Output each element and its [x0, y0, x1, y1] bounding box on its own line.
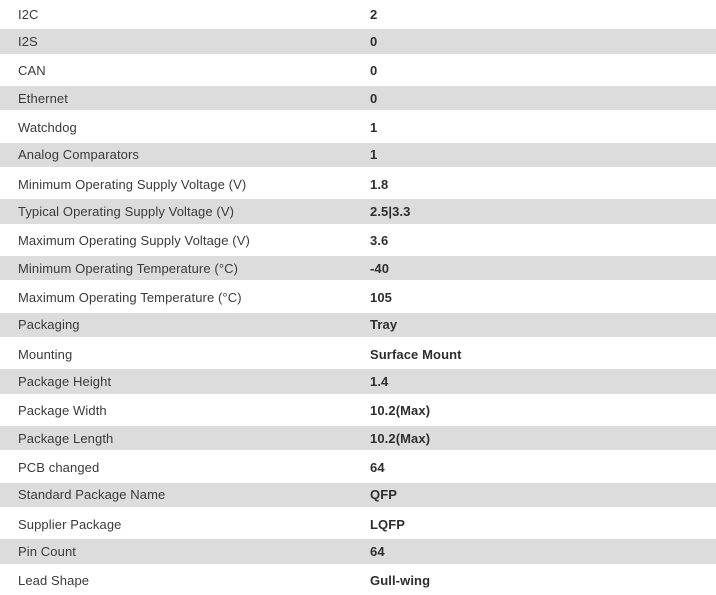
- spec-row: [0, 397, 716, 425]
- spec-attribute-label: Typical Operating Supply Voltage (V): [18, 203, 235, 219]
- spec-attribute-label: PCB changed: [18, 459, 100, 475]
- spec-attribute-label: Minimum Operating Temperature (°C): [18, 260, 239, 276]
- spec-attribute-value: 10.2(Max): [370, 403, 431, 419]
- spec-attribute-value: 10.2(Max): [370, 430, 431, 446]
- spec-attribute-value: 2: [370, 6, 378, 22]
- spec-row: [0, 312, 716, 340]
- spec-attribute-value: 1.8: [370, 176, 389, 192]
- spec-attribute-label: Mounting: [18, 346, 73, 362]
- spec-row: [0, 453, 716, 481]
- spec-attribute-label: Standard Package Name: [18, 487, 166, 503]
- spec-attribute-label: I2C: [18, 6, 39, 22]
- spec-row: [0, 227, 716, 255]
- spec-attribute-value: 0: [370, 63, 378, 79]
- spec-row: [0, 113, 716, 141]
- spec-row: [0, 255, 716, 283]
- spec-attribute-value: Tray: [370, 317, 398, 333]
- spec-attribute-value: QFP: [370, 487, 398, 503]
- spec-attribute-label: I2S: [18, 33, 38, 49]
- spec-attribute-value: -40: [370, 260, 390, 276]
- spec-attribute-value: 3.6: [370, 233, 389, 249]
- spec-attribute-value: 1.4: [370, 373, 389, 389]
- spec-row: [0, 510, 716, 538]
- spec-attribute-label: Lead Shape: [18, 573, 90, 589]
- spec-attribute-label: Maximum Operating Supply Voltage (V): [18, 233, 250, 249]
- spec-attribute-value: 2.5|3.3: [370, 203, 411, 219]
- spec-row: [0, 198, 716, 226]
- spec-attribute-label: Pin Count: [18, 543, 76, 559]
- spec-attribute-label: Watchdog: [18, 119, 77, 135]
- spec-attribute-value: 1: [370, 119, 378, 135]
- spec-attribute-label: Supplier Package: [18, 516, 122, 532]
- spec-row: [0, 57, 716, 85]
- spec-row: [0, 482, 716, 510]
- spec-attribute-label: Maximum Operating Temperature (°C): [18, 289, 242, 305]
- spec-attribute-label: Package Length: [18, 430, 114, 446]
- spec-attribute-value: 64: [370, 459, 385, 475]
- spec-attribute-value: 64: [370, 543, 385, 559]
- spec-attribute-value: LQFP: [370, 516, 406, 532]
- spec-attribute-value: 0: [370, 33, 378, 49]
- spec-attribute-label: Minimum Operating Supply Voltage (V): [18, 176, 247, 192]
- spec-attribute-label: Package Width: [18, 403, 107, 419]
- spec-row: [0, 283, 716, 311]
- spec-row: [0, 340, 716, 368]
- spec-attribute-label: Packaging: [18, 317, 80, 333]
- spec-attribute-value: 0: [370, 90, 378, 106]
- spec-attribute-label: Package Height: [18, 373, 112, 389]
- spec-row: [0, 85, 716, 113]
- spec-row: [0, 0, 716, 28]
- spec-row: [0, 368, 716, 396]
- spec-attribute-label: Analog Comparators: [18, 147, 140, 163]
- spec-row: [0, 538, 716, 566]
- spec-row: [0, 425, 716, 453]
- spec-attribute-label: Ethernet: [18, 90, 68, 106]
- spec-row: [0, 28, 716, 56]
- spec-attribute-value: Surface Mount: [370, 346, 462, 362]
- spec-attribute-value: 105: [370, 289, 392, 305]
- spec-row: [0, 567, 716, 595]
- spec-attribute-label: CAN: [18, 63, 46, 79]
- spec-row: [0, 170, 716, 198]
- spec-attribute-value: 1: [370, 147, 378, 163]
- spec-row: [0, 142, 716, 170]
- spec-attribute-value: Gull-wing: [370, 573, 431, 589]
